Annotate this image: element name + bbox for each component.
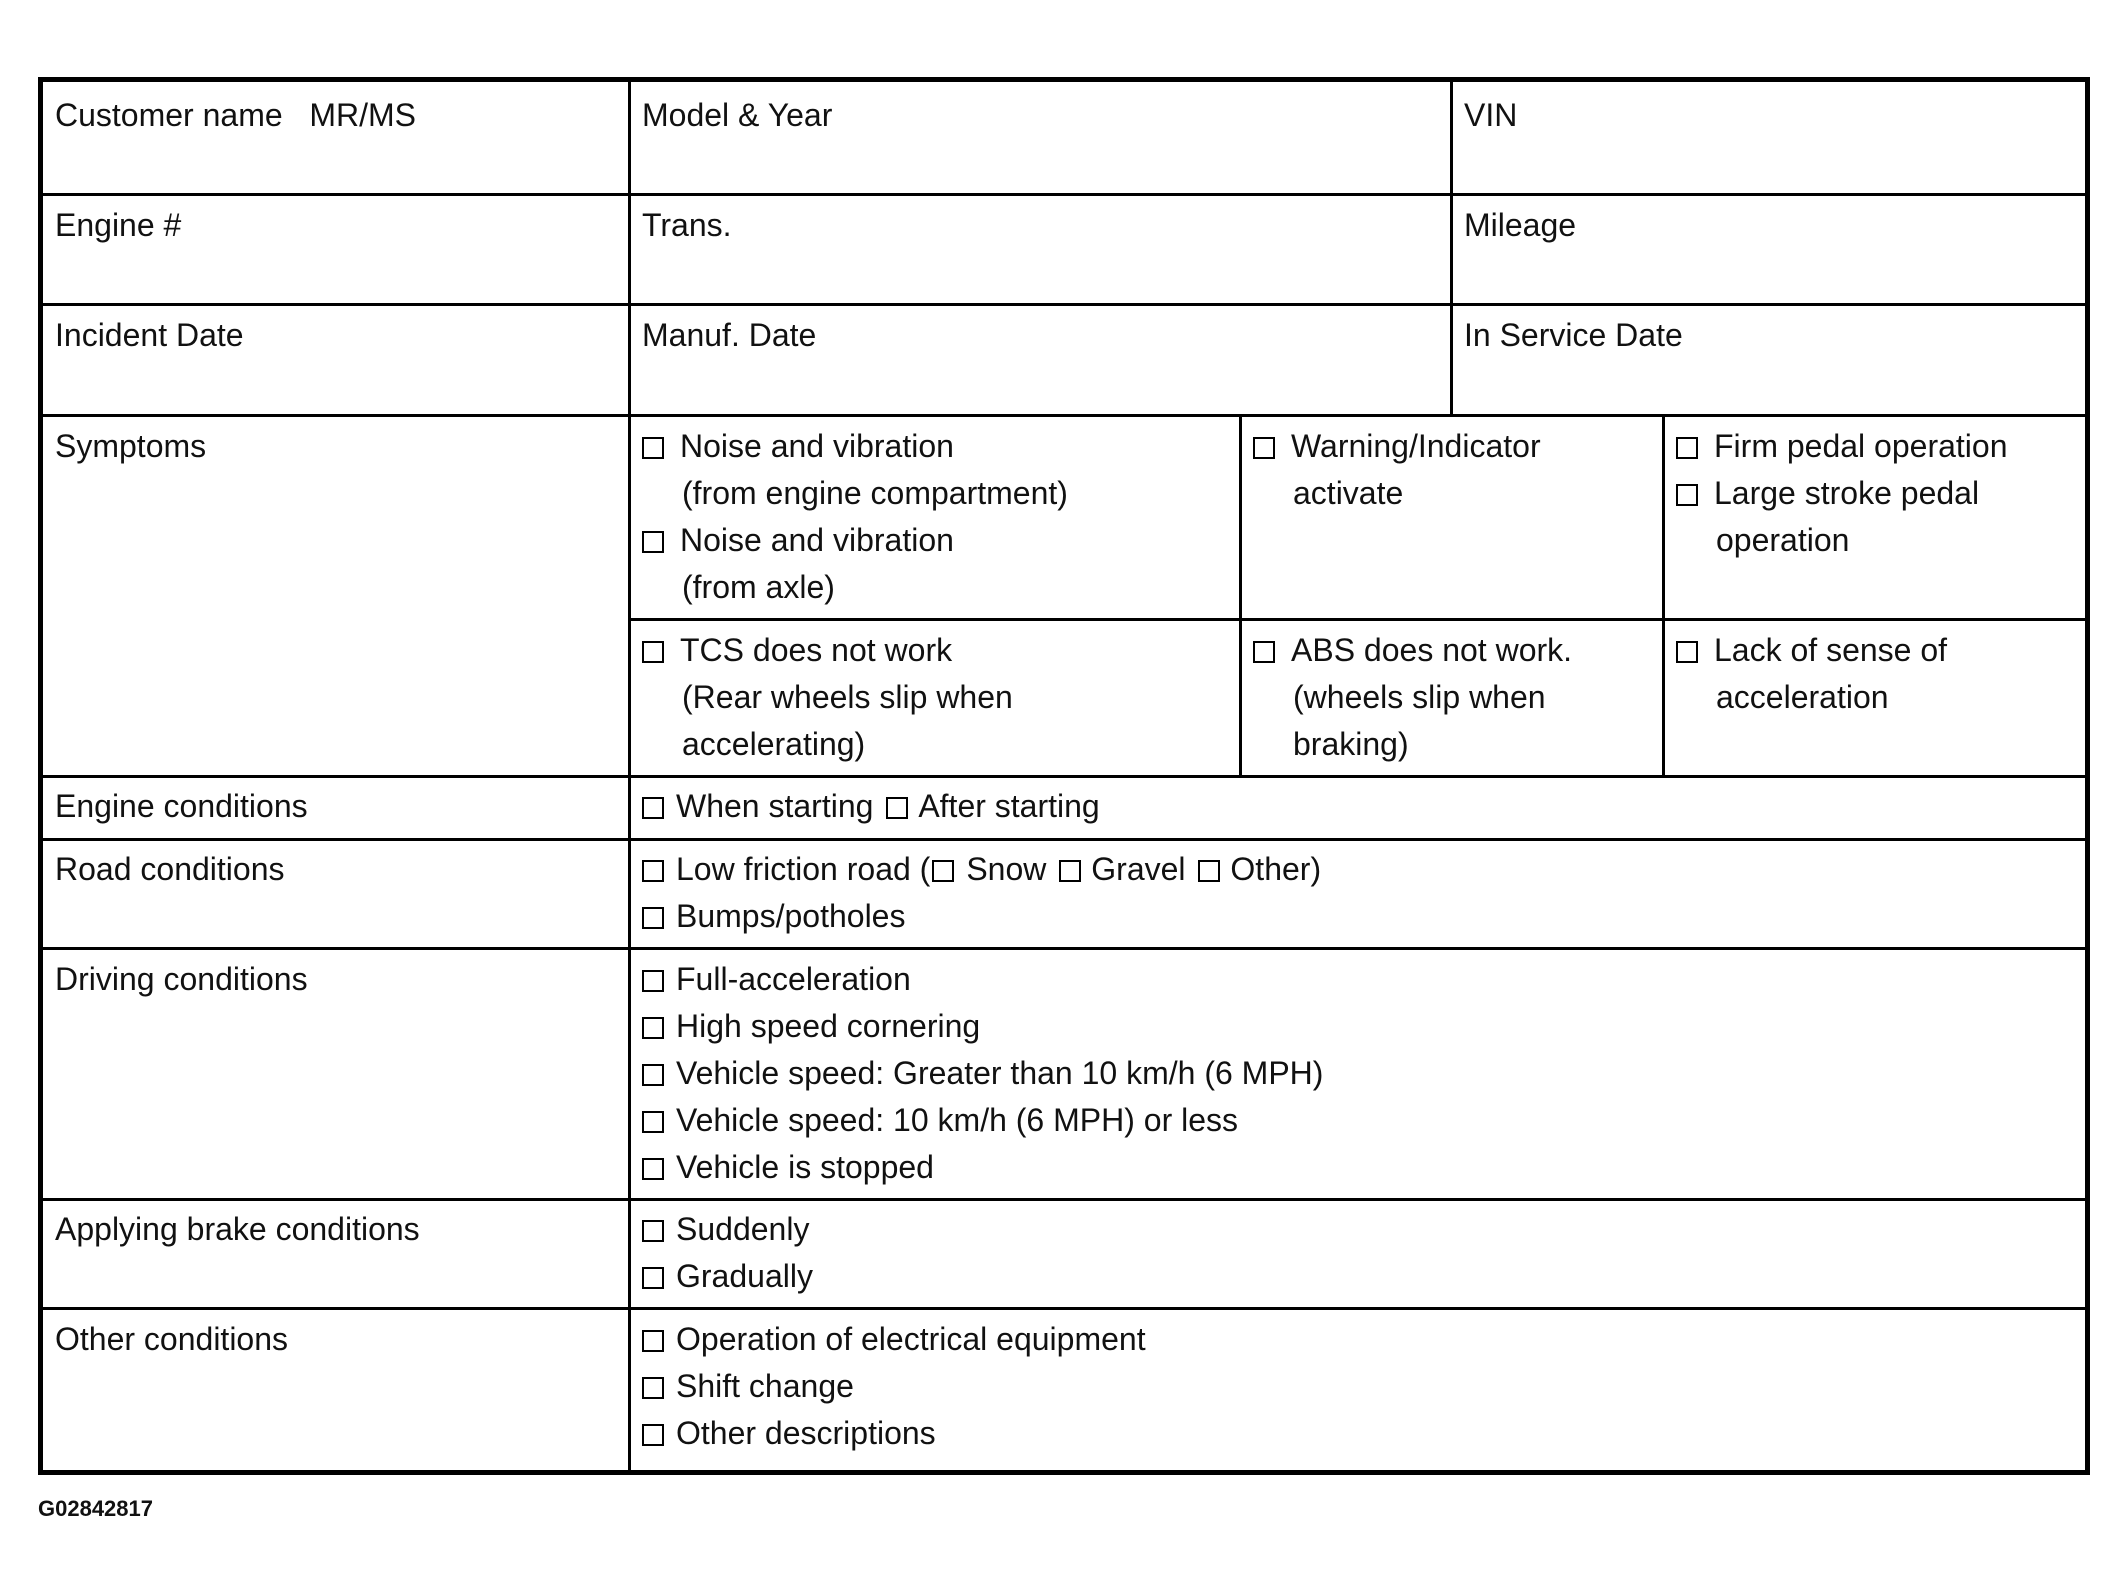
option-text: Bumps/potholes — [676, 898, 906, 934]
row-divider — [41, 303, 2087, 306]
option-text: Vehicle speed: 10 km/h (6 MPH) or less — [676, 1102, 1239, 1138]
symptom-text: Warning/Indicator — [1291, 428, 1541, 464]
symptom-tcs — [642, 627, 1013, 768]
row-divider — [41, 947, 2087, 950]
option-text: Full-acceleration — [676, 961, 911, 997]
checkbox-when-starting[interactable] — [642, 797, 664, 819]
checkbox-speed-greater[interactable] — [642, 1064, 664, 1086]
brake-conditions-options — [642, 1206, 813, 1300]
vin-label: VIN — [1464, 97, 1518, 133]
checkbox-suddenly[interactable] — [642, 1220, 664, 1242]
checkbox-full-accel[interactable] — [642, 970, 664, 992]
manuf-date-label: Manuf. Date — [642, 317, 817, 353]
column-divider — [1662, 414, 1665, 776]
symptom-text: accelerating) — [682, 726, 866, 762]
checkbox-noise-engine[interactable] — [642, 437, 664, 459]
option-text: Other) — [1230, 851, 1322, 887]
other-conditions-label: Other conditions — [55, 1321, 289, 1357]
checkbox-electrical[interactable] — [642, 1330, 664, 1352]
option-text: Vehicle speed: Greater than 10 km/h (6 MPH) — [676, 1055, 1324, 1091]
road-conditions-options — [642, 846, 1321, 940]
checkbox-warning[interactable] — [1253, 437, 1275, 459]
checkbox-lack-accel[interactable] — [1676, 641, 1698, 663]
symptom-text: activate — [1293, 475, 1404, 511]
row-divider — [41, 1198, 2087, 1201]
symptom-noise-engine — [642, 423, 1068, 611]
model-year-label: Model & Year — [642, 97, 833, 133]
trans-label: Trans. — [642, 207, 732, 243]
row-divider — [41, 193, 2087, 196]
symptom-text: (from engine compartment) — [682, 475, 1068, 511]
option-text: High speed cornering — [676, 1008, 981, 1044]
option-text: Shift change — [676, 1368, 854, 1404]
symptom-text: Large stroke pedal — [1714, 475, 1980, 511]
customer-name-label — [55, 92, 416, 139]
checkbox-speed-less[interactable] — [642, 1111, 664, 1133]
in-service-date-label: In Service Date — [1464, 317, 1683, 353]
symptom-text: acceleration — [1716, 679, 1889, 715]
row-divider — [41, 1307, 2087, 1310]
symptom-text: (wheels slip when — [1293, 679, 1546, 715]
symptom-text: (Rear wheels slip when — [682, 679, 1013, 715]
symptom-text: operation — [1716, 522, 1850, 558]
symptom-text: Noise and vibration — [680, 428, 954, 464]
engine-number-label: Engine # — [55, 207, 182, 243]
checkbox-bumps[interactable] — [642, 907, 664, 929]
brake-conditions-label: Applying brake conditions — [55, 1211, 420, 1247]
checkbox-snow[interactable] — [932, 860, 954, 882]
other-conditions-options — [642, 1316, 1146, 1457]
checkbox-large-stroke[interactable] — [1676, 484, 1698, 506]
symptom-abs — [1253, 627, 1572, 768]
symptom-text: (from axle) — [682, 569, 835, 605]
incident-date-label: Incident Date — [55, 317, 244, 353]
symptom-text: Firm pedal operation — [1714, 428, 2008, 464]
symptom-text: Noise and vibration — [680, 522, 954, 558]
checkbox-vehicle-stopped[interactable] — [642, 1158, 664, 1180]
row-divider — [41, 775, 2087, 778]
road-conditions-label: Road conditions — [55, 851, 285, 887]
option-text: Gradually — [676, 1258, 813, 1294]
engine-conditions-label: Engine conditions — [55, 788, 308, 824]
option-text: Snow — [966, 851, 1047, 887]
row-divider — [41, 414, 2087, 417]
customer-name-text: Customer name — [55, 97, 283, 133]
symptom-warning — [1253, 423, 1541, 517]
symptom-text: Lack of sense of — [1714, 632, 1948, 668]
row-divider — [41, 838, 2087, 841]
symptom-text: braking) — [1293, 726, 1409, 762]
symptom-text: TCS does not work — [680, 632, 953, 668]
row-divider — [630, 618, 2087, 621]
checkbox-low-friction[interactable] — [642, 860, 664, 882]
customer-title-text: MR/MS — [309, 97, 416, 133]
option-text: Low friction road ( — [676, 851, 931, 887]
checkbox-high-speed-cornering[interactable] — [642, 1017, 664, 1039]
checkbox-gravel[interactable] — [1059, 860, 1081, 882]
option-text: When starting — [676, 788, 874, 824]
column-divider — [1239, 414, 1242, 776]
checkbox-other-descriptions[interactable] — [642, 1424, 664, 1446]
option-text: Suddenly — [676, 1211, 810, 1247]
figure-id: G02842817 — [38, 1496, 153, 1521]
symptom-lack-accel — [1676, 627, 1947, 721]
option-text: After starting — [918, 788, 1100, 824]
option-text: Other descriptions — [676, 1415, 936, 1451]
option-text: Operation of electrical equipment — [676, 1321, 1146, 1357]
checkbox-tcs[interactable] — [642, 641, 664, 663]
checkbox-noise-axle[interactable] — [642, 531, 664, 553]
option-text: Vehicle is stopped — [676, 1149, 934, 1185]
symptom-text: ABS does not work. — [1291, 632, 1573, 668]
checkbox-gradually[interactable] — [642, 1267, 664, 1289]
symptom-pedal — [1676, 423, 2007, 564]
column-divider — [628, 80, 631, 1472]
driving-conditions-label: Driving conditions — [55, 961, 308, 997]
driving-conditions-options — [642, 956, 1323, 1191]
checkbox-shift-change[interactable] — [642, 1377, 664, 1399]
column-divider — [1450, 80, 1453, 415]
checkbox-abs[interactable] — [1253, 641, 1275, 663]
checkbox-other-road[interactable] — [1198, 860, 1220, 882]
symptoms-label: Symptoms — [55, 428, 207, 464]
option-text: Gravel — [1091, 851, 1186, 887]
mileage-label: Mileage — [1464, 207, 1577, 243]
checkbox-after-starting[interactable] — [886, 797, 908, 819]
engine-conditions-options — [642, 783, 1100, 830]
checkbox-firm-pedal[interactable] — [1676, 437, 1698, 459]
